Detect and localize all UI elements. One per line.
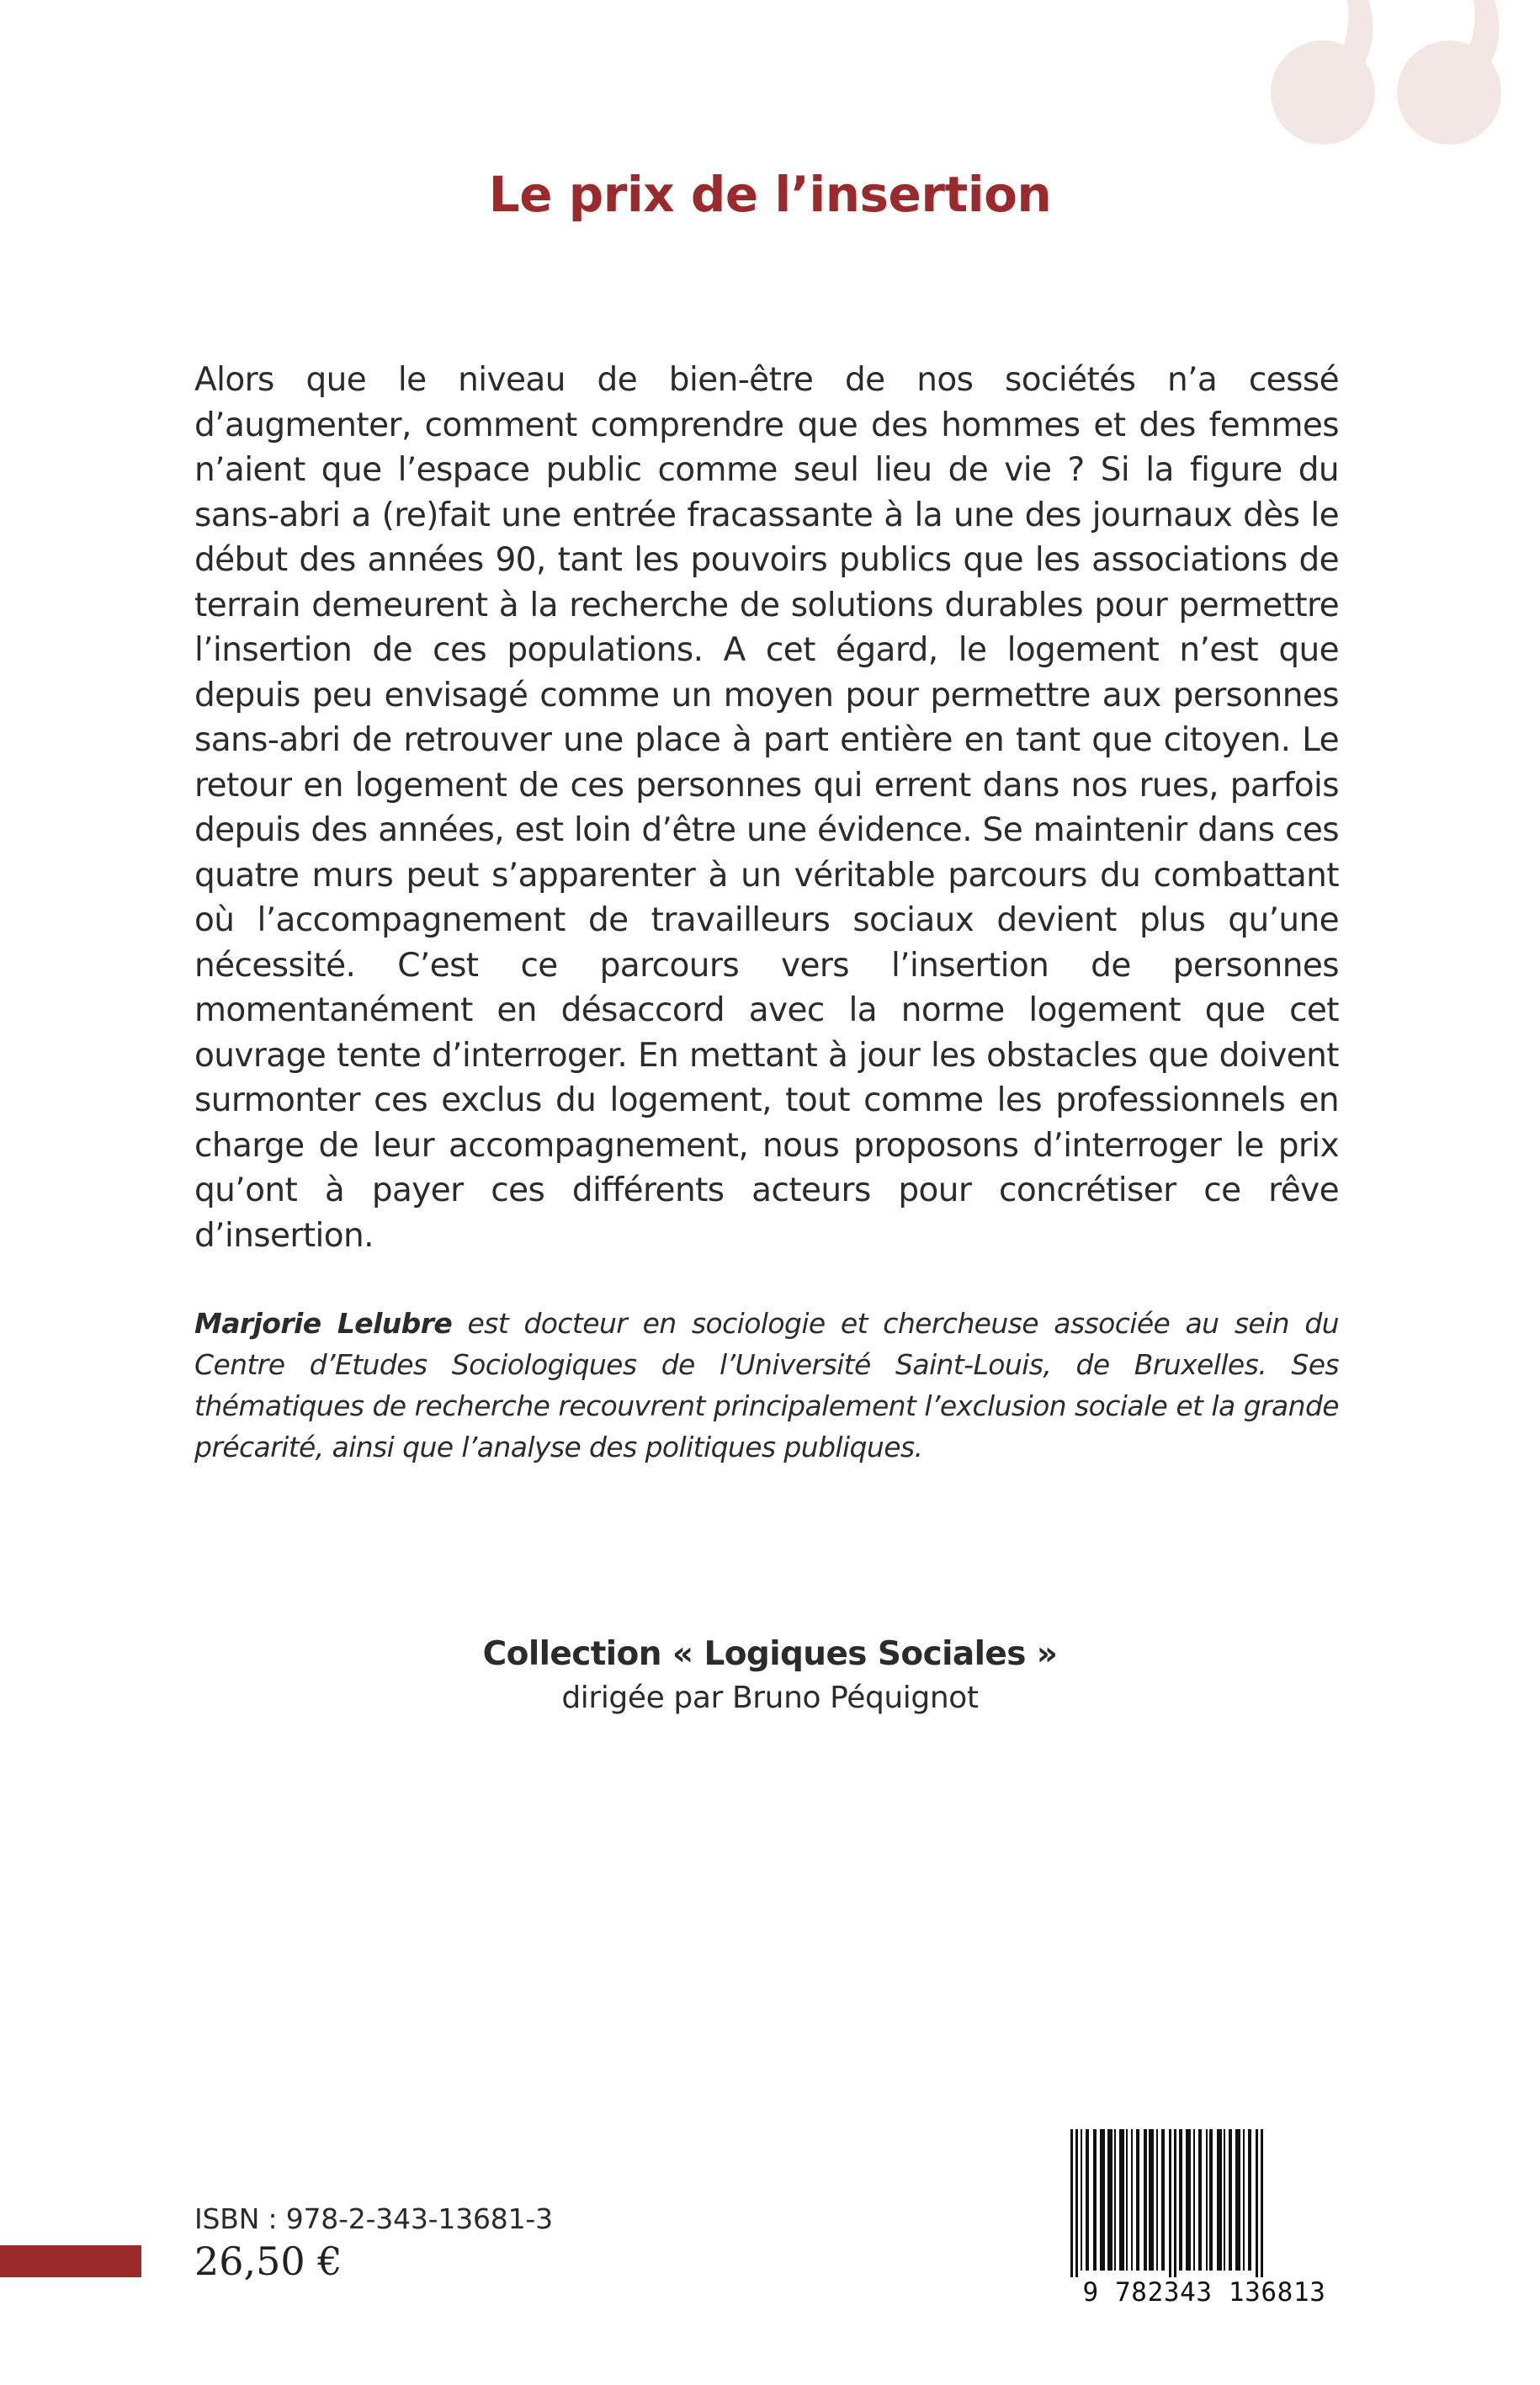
barcode-bar	[1169, 2129, 1171, 2277]
collection-director: dirigée par Bruno Péquignot	[561, 1681, 979, 1715]
barcode-bar	[1149, 2129, 1154, 2271]
accent-bar	[0, 2245, 141, 2277]
barcode	[1067, 2129, 1341, 2316]
author-bio	[194, 1303, 1339, 1468]
barcode-bar	[1206, 2129, 1208, 2271]
barcode-bar	[1156, 2129, 1158, 2271]
barcode-bar	[1126, 2129, 1128, 2271]
barcode-bar	[1256, 2129, 1258, 2277]
book-title: Le prix de l’insertion	[488, 165, 1052, 223]
barcode-bar	[1081, 2129, 1082, 2271]
barcode-bar	[1248, 2129, 1251, 2271]
barcode-bar	[1186, 2129, 1191, 2271]
barcode-bar	[1100, 2129, 1105, 2271]
barcode-bar	[1136, 2129, 1139, 2271]
barcode-bar	[1144, 2129, 1147, 2271]
author-bio-text: est docteur en sociologie et chercheuse associée au sein du Centre d’Etudes Sociologiques de l’Université Saint-Louis, de Bruxelles. Ses thématiques de recherche recouvrent principalement l’exclusion sociale et la grande précarité, ainsi que l’analyse des politiques publiques.	[194, 1307, 1339, 1463]
book-summary: Alors que le niveau de bien-être de nos sociétés n’a cessé d’augmenter, comment comprendre que des hommes et des femmes n’aient que l’espace public comme seul lieu de vie ? Si la figure du sans-abri a (re)fait une entrée fracassante à la une des journaux dès le début des années 90, tant les pouvoirs publics que les associations de terrain demeurent à la recherche de solutions durables pour permettre l’insertion de ces populations. A cet égard, le logement n’est que depuis peu envisagé comme un moyen pour permettre aux personnes sans-abri de retrouver une place à part entière en tant que citoyen. Le retour en logement de ces personnes qui errent dans nos rues, parfois depuis des années, est loin d’être une évidence. Se maintenir dans ces quatre murs peut s’apparenter à un véritable parcours du combattant où l’accompagnement de travailleurs sociaux devient plus qu’une nécessité. C’est ce parcours vers l’insertion de personnes momentanément en désaccord avec la norme logement que cet ouvrage tente d’interroger. En mettant à jour les obstacles que doivent surmonter ces exclus du logement, tout comme les professionnels en charge de leur accompagnement, nous proposons d’interroger le prix qu’ont à payer ces différents acteurs pour concrétiser ce rêve d’insertion.	[194, 361, 1339, 1255]
author-name: Marjorie Lelubre	[194, 1307, 453, 1340]
barcode-bar	[1224, 2129, 1225, 2271]
barcode-bar	[1161, 2129, 1165, 2271]
barcode-bar	[1198, 2129, 1202, 2271]
isbn: ISBN : 978-2-343-13681-3	[194, 2202, 553, 2235]
barcode-bar	[1093, 2129, 1097, 2271]
barcode-bar	[1107, 2129, 1113, 2271]
barcode-bar	[1217, 2129, 1222, 2271]
barcode-icon	[1067, 2129, 1341, 2277]
barcode-bar	[1131, 2129, 1133, 2271]
barcode-bar	[1114, 2129, 1116, 2271]
closing-quote-icon	[1254, 0, 1523, 168]
barcode-bar	[1075, 2129, 1078, 2277]
price: 26,50 €	[194, 2239, 343, 2284]
barcode-bar	[1119, 2129, 1124, 2271]
collection-info	[0, 1633, 1540, 1720]
barcode-bar	[1174, 2129, 1176, 2277]
barcode-bar	[1086, 2129, 1089, 2271]
barcode-bar	[1229, 2129, 1232, 2271]
barcode-bar	[1209, 2129, 1213, 2271]
barcode-bar	[1243, 2129, 1245, 2271]
barcode-bar	[1193, 2129, 1195, 2271]
collection-name: Collection « Logiques Sociales »	[482, 1635, 1058, 1673]
barcode-bar	[1179, 2129, 1182, 2271]
barcode-bar	[1261, 2129, 1263, 2277]
barcode-bar	[1070, 2129, 1073, 2277]
barcode-digits: 9 782343 136813	[1082, 2277, 1326, 2308]
barcode-bar	[1235, 2129, 1240, 2271]
